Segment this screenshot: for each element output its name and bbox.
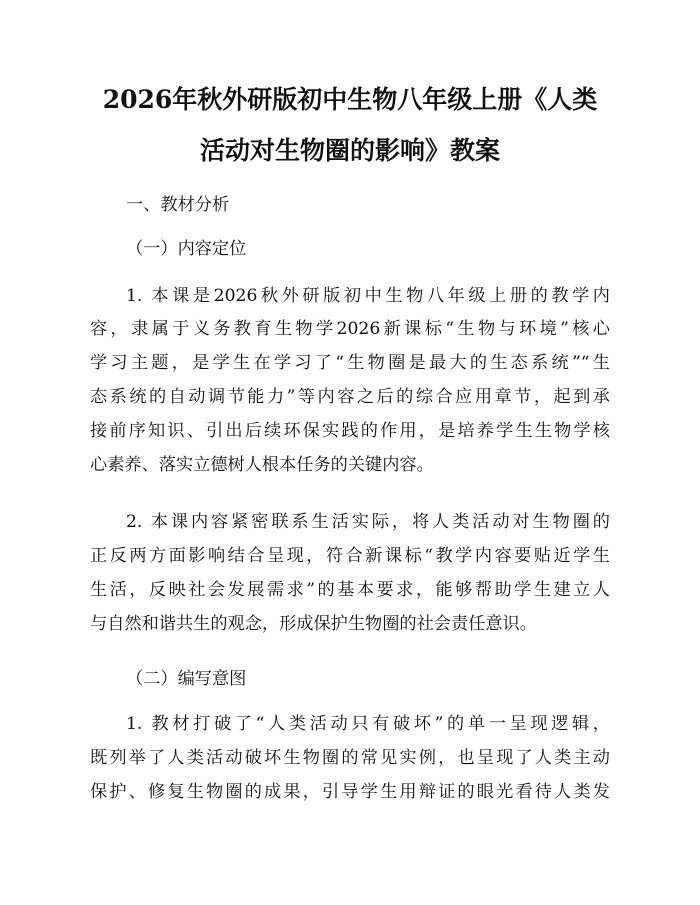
paragraph-line: 与自然和谐共生的观念，形成保护生物圈的社会责任意识。 [90, 614, 537, 634]
subsection-heading: （一）内容定位 [126, 239, 247, 259]
paragraph-line: 学习主题，是学生在学习了“生物圈是最大的生态系统”“生 [90, 353, 610, 373]
section-heading: 一、教材分析 [126, 195, 230, 215]
document-title-line-1: 2026年秋外研版初中生物八年级上册《人类 [102, 85, 598, 114]
paragraph-line: 1. 本课是2026秋外研版初中生物八年级上册的教学内 [126, 286, 610, 306]
paragraph-line: 接前序知识、引出后续环保实践的作用，是培养学生生物学核 [90, 421, 610, 441]
paragraph-line: 既列举了人类活动破坏生物圈的常见实例，也呈现了人类主动 [90, 748, 610, 768]
paragraph-line: 保护、修复生物圈的成果，引导学生用辩证的眼光看待人类发 [90, 782, 610, 802]
paragraph-line: 容，隶属于义务教育生物学2026新课标“生物与环境”核心 [90, 319, 610, 339]
paragraph-line: 1. 教材打破了“人类活动只有破坏”的单一呈现逻辑， [126, 714, 610, 734]
paragraph-line: 生活，反映社会发展需求”的基本要求，能够帮助学生建立人 [90, 580, 610, 600]
document-title-line-2: 活动对生物圈的影响》教案 [199, 136, 500, 165]
paragraph-line: 心素养、落实立德树人根本任务的关键内容。 [90, 455, 434, 475]
paragraph-line: 态系统的自动调节能力”等内容之后的综合应用章节，起到承 [90, 387, 610, 407]
subsection-heading: （二）编写意图 [126, 669, 247, 689]
paragraph-line: 正反两方面影响结合呈现，符合新课标“教学内容要贴近学生 [90, 546, 610, 566]
paragraph-line: 2. 本课内容紧密联系生活实际，将人类活动对生物圈的 [126, 512, 610, 532]
